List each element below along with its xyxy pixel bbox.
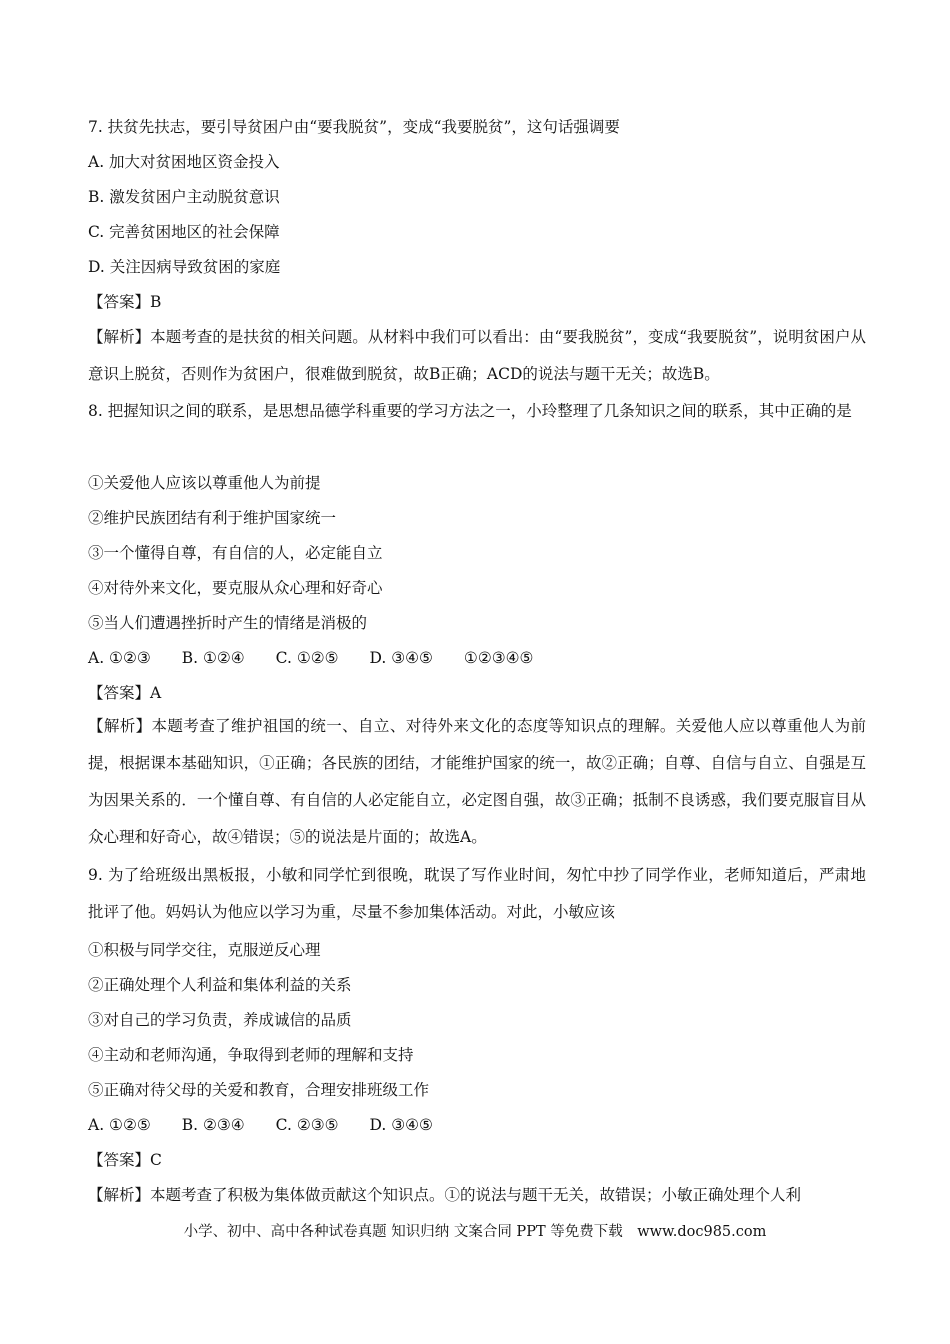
q8-item-4: ④对待外来文化，要克服从众心理和好奇心	[88, 579, 383, 597]
q9-item-3: ③对自己的学习负责，养成诚信的品质	[88, 1011, 352, 1029]
page-footer: 小学、初中、高中各种试卷真题 知识归纳 文案合同 PPT 等免费下载 www.doc985.com	[183, 1224, 767, 1240]
q9-stem: 9. 为了给班级出黑板报，小敏和同学忙到很晚，耽误了写作业时间，匆忙中抄了同学作业，老师知道后，严肃地批评了他。妈妈认为他应以学习为重，尽量不参加集体活动。对此，小敏应该	[88, 866, 866, 921]
q9-item-4: ④主动和老师沟通，争取得到老师的理解和支持	[88, 1046, 414, 1064]
q8-item-1: ①关爱他人应该以尊重他人为前提	[88, 474, 321, 492]
q7-option-a: A. 加大对贫困地区资金投入	[88, 153, 280, 171]
q7-option-c: C. 完善贫困地区的社会保障	[88, 223, 280, 241]
q8-item-5: ⑤当人们遭遇挫折时产生的情绪是消极的	[88, 614, 368, 632]
q9-analysis: 【解析】本题考查了积极为集体做贡献这个知识点。①的说法与题干无关，故错误；小敏正确处理个人利	[88, 1186, 802, 1204]
q8-item-3: ③一个懂得自尊，有自信的人，必定能自立	[88, 544, 383, 562]
q8-choices: A. ①②③ B. ①②④ C. ①②⑤ D. ③④⑤ ①②③④⑤	[88, 649, 534, 667]
q8-stem: 8. 把握知识之间的联系，是思想品德学科重要的学习方法之一，小玲整理了几条知识之间的联系，其中正确的是	[88, 402, 852, 420]
q7-option-d: D. 关注因病导致贫困的家庭	[88, 258, 281, 276]
q9-answer: 【答案】C	[88, 1151, 162, 1169]
q8-answer: 【答案】A	[88, 684, 162, 702]
q9-item-1: ①积极与同学交往，克服逆反心理	[88, 941, 321, 959]
q9-item-5: ⑤正确对待父母的关爱和教育，合理安排班级工作	[88, 1081, 430, 1099]
q7-answer: 【答案】B	[88, 293, 162, 311]
q7-stem: 7. 扶贫先扶志，要引导贫困户由“要我脱贫”，变成“我要脱贫”，这句话强调要	[88, 118, 620, 136]
q8-item-2: ②维护民族团结有利于维护国家统一	[88, 509, 337, 527]
q7-option-b: B. 激发贫困户主动脱贫意识	[88, 188, 280, 206]
q9-choices: A. ①②⑤ B. ②③④ C. ②③⑤ D. ③④⑤	[88, 1116, 433, 1134]
q7-analysis: 【解析】本题考查的是扶贫的相关问题。从材料中我们可以看出：由“要我脱贫”，变成“我要脱贫”，说明贫困户从意识上脱贫，否则作为贫困户，很难做到脱贫，故B正确；ACD的说法与题干无关；故选B。	[88, 328, 866, 383]
q9-item-2: ②正确处理个人利益和集体利益的关系	[88, 976, 352, 994]
q8-analysis: 【解析】本题考查了维护祖国的统一、自立、对待外来文化的态度等知识点的理解。关爱他人应以尊重他人为前提，根据课本基础知识，①正确；各民族的团结，才能维护国家的统一，故②正确；自尊、自信与自立、自强是互为因果关系的．一个懂自尊、有自信的人必定能自立，必定图自强，故③正确；抵制不良诱惑，我们要克服盲目从众心理和好奇心，故④错误；⑤的说法是片面的；故选A。	[88, 717, 866, 846]
